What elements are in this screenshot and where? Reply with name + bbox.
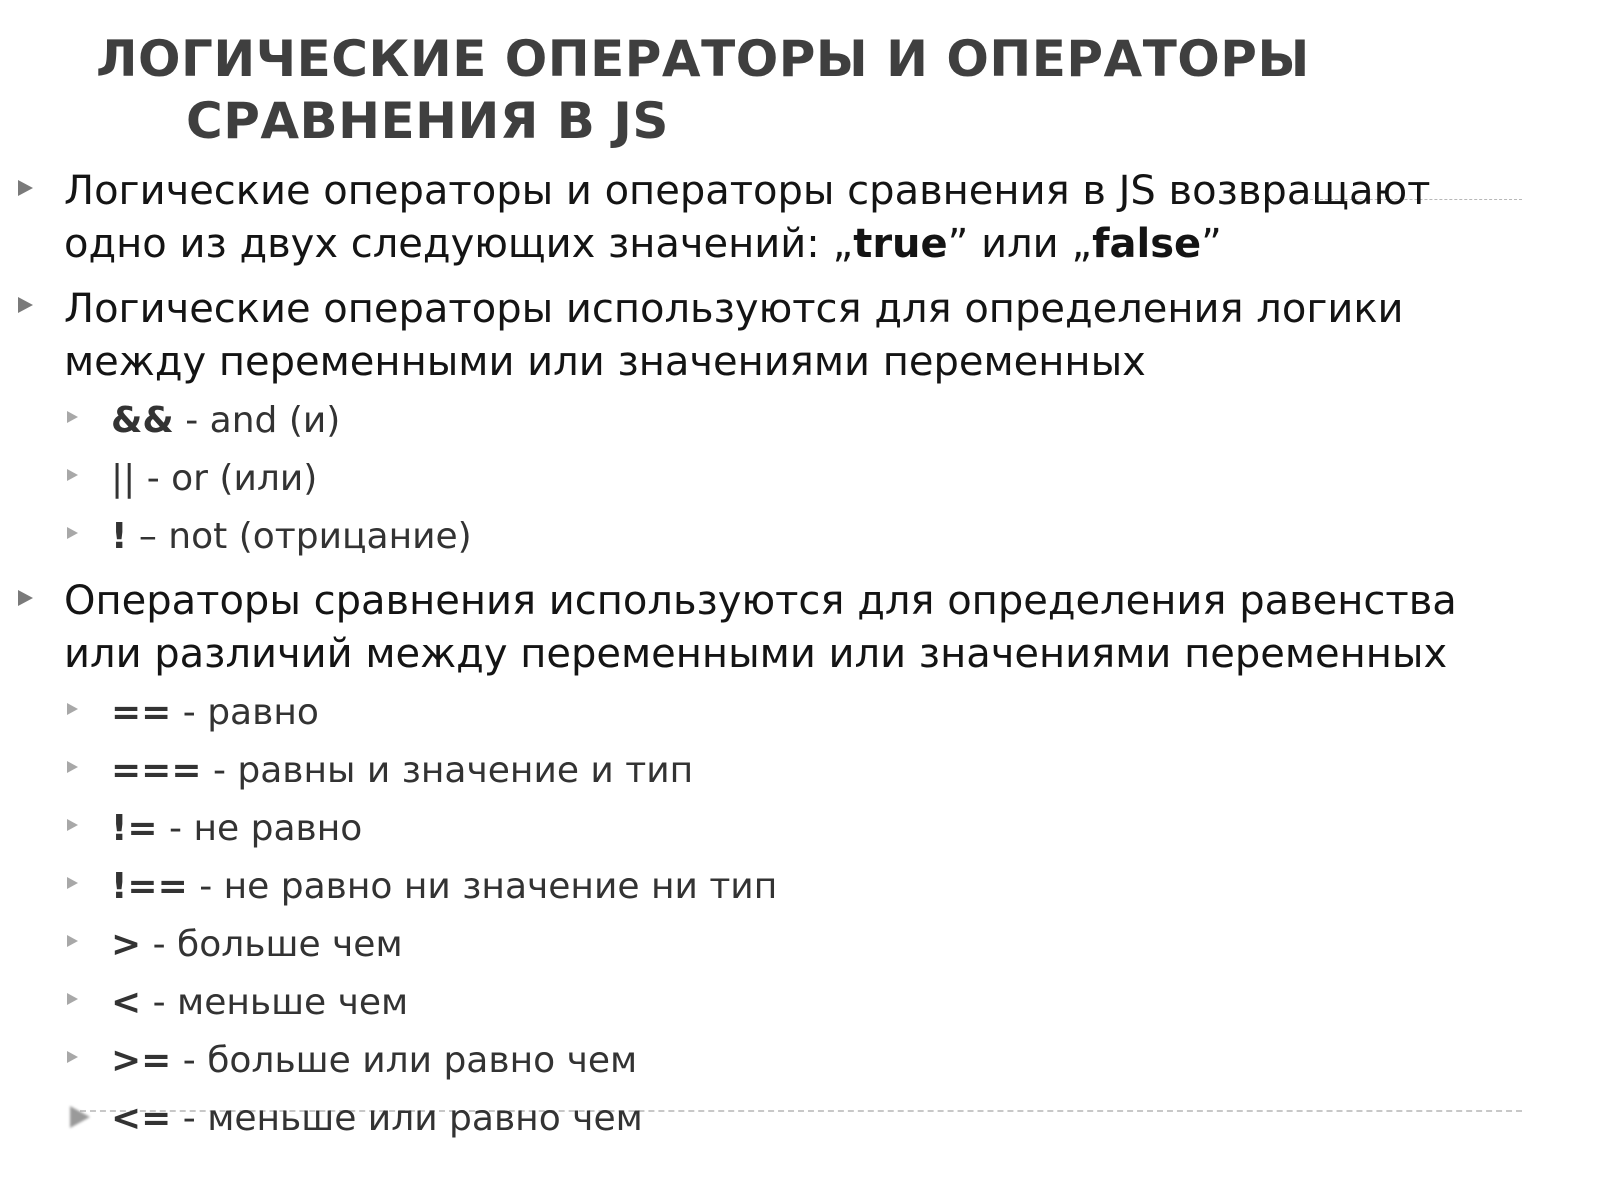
operator-description: - не равно	[157, 808, 363, 849]
operator-symbol: &&	[111, 400, 174, 441]
bullet-1-text-pre: одно из двух следующих значений: „	[64, 221, 854, 267]
false-keyword: false	[1092, 221, 1202, 267]
sub-bullet-arrow-icon	[67, 819, 78, 831]
bullet-arrow-icon	[18, 590, 33, 606]
operator-symbol: !==	[111, 866, 188, 907]
sub-bullet-arrow-icon	[67, 877, 78, 889]
bullet-arrow-icon	[18, 180, 33, 196]
bullet-2-line-1: Логические операторы используются для определения логики	[64, 286, 1404, 332]
operator-symbol: !=	[111, 808, 158, 849]
operator-symbol: >=	[111, 1040, 172, 1081]
true-keyword: true	[853, 221, 948, 267]
sub-item-strict-equal	[111, 749, 693, 793]
sub-item-and	[111, 399, 340, 443]
bullet-1-text-post: ”	[1201, 221, 1222, 267]
sub-bullet-arrow-icon	[67, 527, 78, 539]
sub-bullet-arrow-icon	[67, 1051, 78, 1063]
bullet-1-line-2	[64, 218, 1544, 271]
bullet-2-line-2: между переменными или значениями переменных	[64, 339, 1146, 385]
operator-description: - равны и значение и тип	[201, 750, 694, 791]
bullet-item-logical-operators	[64, 283, 1544, 389]
sub-item-greater-or-equal	[111, 1039, 637, 1083]
bullet-3-line-2: или различий между переменными или значениями переменных	[64, 631, 1448, 677]
operator-symbol: ==	[111, 692, 172, 733]
sub-bullet-arrow-icon	[67, 935, 78, 947]
sub-item-strict-not-equal	[111, 865, 777, 909]
operator-symbol: !	[111, 516, 128, 557]
operator-symbol: ||	[111, 458, 136, 499]
bullet-1-line-1: Логические операторы и операторы сравнения в JS возвращают	[64, 168, 1431, 214]
title-line-1: ЛОГИЧЕСКИЕ ОПЕРАТОРЫ И ОПЕРАТОРЫ	[96, 30, 1310, 88]
bullet-3-line-1: Операторы сравнения используются для определения равенства	[64, 578, 1457, 624]
operator-description: - меньше или равно чем	[171, 1098, 643, 1139]
sub-item-less	[111, 981, 408, 1025]
bullet-item-return-values	[64, 165, 1544, 271]
operator-description: - не равно ни значение ни тип	[187, 866, 778, 907]
sub-item-less-or-equal	[111, 1097, 643, 1141]
sub-item-equal	[111, 691, 319, 735]
sub-bullet-arrow-icon	[67, 411, 78, 423]
operator-symbol: <=	[111, 1098, 172, 1139]
sub-item-not-equal	[111, 807, 362, 851]
sub-bullet-arrow-icon	[67, 761, 78, 773]
operator-symbol: <	[111, 982, 142, 1023]
sub-item-not	[111, 515, 472, 559]
sub-bullet-arrow-icon	[67, 703, 78, 715]
operator-description: - and (и)	[173, 400, 341, 441]
operator-description: - больше или равно чем	[171, 1040, 638, 1081]
operator-symbol: ===	[111, 750, 202, 791]
operator-symbol: >	[111, 924, 142, 965]
sub-item-greater	[111, 923, 403, 967]
operator-description: - больше чем	[141, 924, 403, 965]
sub-bullet-arrow-icon	[67, 993, 78, 1005]
bullet-1-text-mid: ” или „	[947, 221, 1093, 267]
bullet-item-comparison-operators	[64, 575, 1544, 681]
sub-bullet-arrow-icon	[67, 469, 78, 481]
slide-title	[96, 28, 1396, 152]
sub-item-or	[111, 457, 317, 501]
highlighted-bullet-arrow-icon	[70, 1106, 90, 1128]
operator-description: - равно	[171, 692, 319, 733]
bullet-arrow-icon	[18, 297, 33, 313]
operator-description: - or (или)	[135, 458, 318, 499]
title-line-2: СРАВНЕНИЯ В JS	[186, 92, 669, 150]
operator-description: - меньше чем	[141, 982, 409, 1023]
operator-description: – not (отрицание)	[127, 516, 472, 557]
